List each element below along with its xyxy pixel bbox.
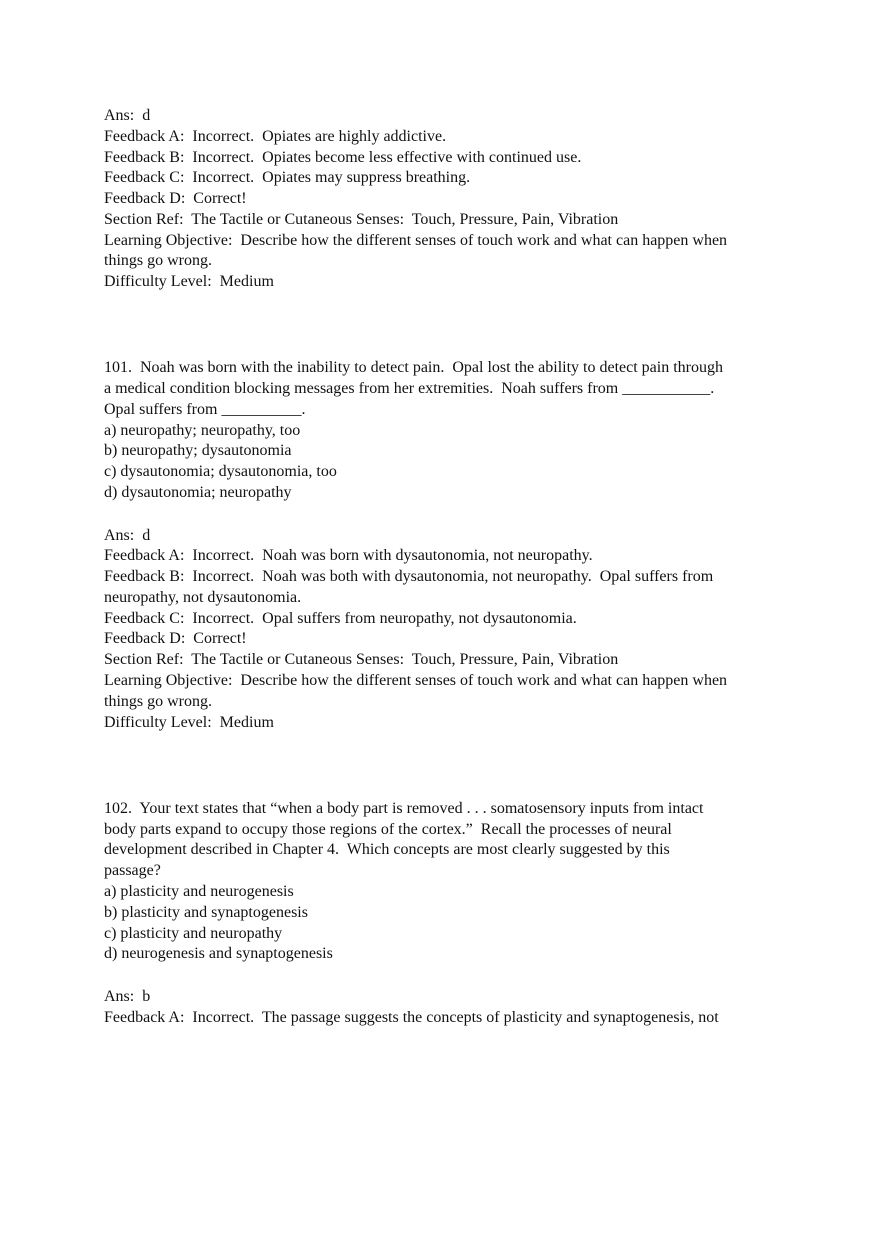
learning-objective-continued: things go wrong.	[104, 252, 212, 269]
difficulty-level: Difficulty Level: Medium	[104, 273, 274, 290]
question-stem: 101. Noah was born with the inability to detect pain. Opal lost the ability to detect pain through	[104, 359, 723, 376]
answer-line: Ans: d	[104, 107, 151, 124]
feedback-b: Feedback B: Incorrect. Opiates become less effective with continued use.	[104, 149, 582, 166]
feedback-c: Feedback C: Incorrect. Opal suffers from neuropathy, not dysautonomia.	[104, 610, 577, 627]
question-stem: passage?	[104, 862, 161, 879]
option-d: d) neurogenesis and synaptogenesis	[104, 945, 333, 962]
question-stem: Opal suffers from __________.	[104, 401, 306, 418]
learning-objective-continued: things go wrong.	[104, 693, 212, 710]
feedback-a: Feedback A: Incorrect. Noah was born with dysautonomia, not neuropathy.	[104, 547, 593, 564]
feedback-a: Feedback A: Incorrect. Opiates are highly addictive.	[104, 128, 447, 145]
option-a: a) neuropathy; neuropathy, too	[104, 422, 301, 439]
answer-line: Ans: d	[104, 527, 151, 544]
feedback-a: Feedback A: Incorrect. The passage suggests the concepts of plasticity and synaptogenesis, not	[104, 1009, 719, 1026]
option-c: c) plasticity and neuropathy	[104, 925, 283, 942]
question-stem: a medical condition blocking messages from her extremities. Noah suffers from ___________.	[104, 380, 715, 397]
section-ref: Section Ref: The Tactile or Cutaneous Senses: Touch, Pressure, Pain, Vibration	[104, 211, 619, 228]
section-ref: Section Ref: The Tactile or Cutaneous Senses: Touch, Pressure, Pain, Vibration	[104, 651, 619, 668]
question-stem: 102. Your text states that “when a body part is removed . . . somatosensory inputs from intact	[104, 800, 704, 817]
option-d: d) dysautonomia; neuropathy	[104, 484, 292, 501]
question-stem: body parts expand to occupy those regions of the cortex.” Recall the processes of neural	[104, 821, 672, 838]
feedback-d: Feedback D: Correct!	[104, 630, 247, 647]
option-b: b) plasticity and synaptogenesis	[104, 904, 308, 921]
answer-line: Ans: b	[104, 988, 151, 1005]
learning-objective: Learning Objective: Describe how the different senses of touch work and what can happen when	[104, 672, 728, 689]
feedback-b: Feedback B: Incorrect. Noah was both with dysautonomia, not neuropathy. Opal suffers from	[104, 568, 714, 585]
feedback-c: Feedback C: Incorrect. Opiates may suppress breathing.	[104, 169, 471, 186]
difficulty-level: Difficulty Level: Medium	[104, 714, 274, 731]
feedback-b-continued: neuropathy, not dysautonomia.	[104, 589, 302, 606]
feedback-d: Feedback D: Correct!	[104, 190, 247, 207]
option-b: b) neuropathy; dysautonomia	[104, 442, 292, 459]
learning-objective: Learning Objective: Describe how the different senses of touch work and what can happen when	[104, 232, 728, 249]
option-c: c) dysautonomia; dysautonomia, too	[104, 463, 337, 480]
question-stem: development described in Chapter 4. Which concepts are most clearly suggested by this	[104, 841, 670, 858]
option-a: a) plasticity and neurogenesis	[104, 883, 294, 900]
